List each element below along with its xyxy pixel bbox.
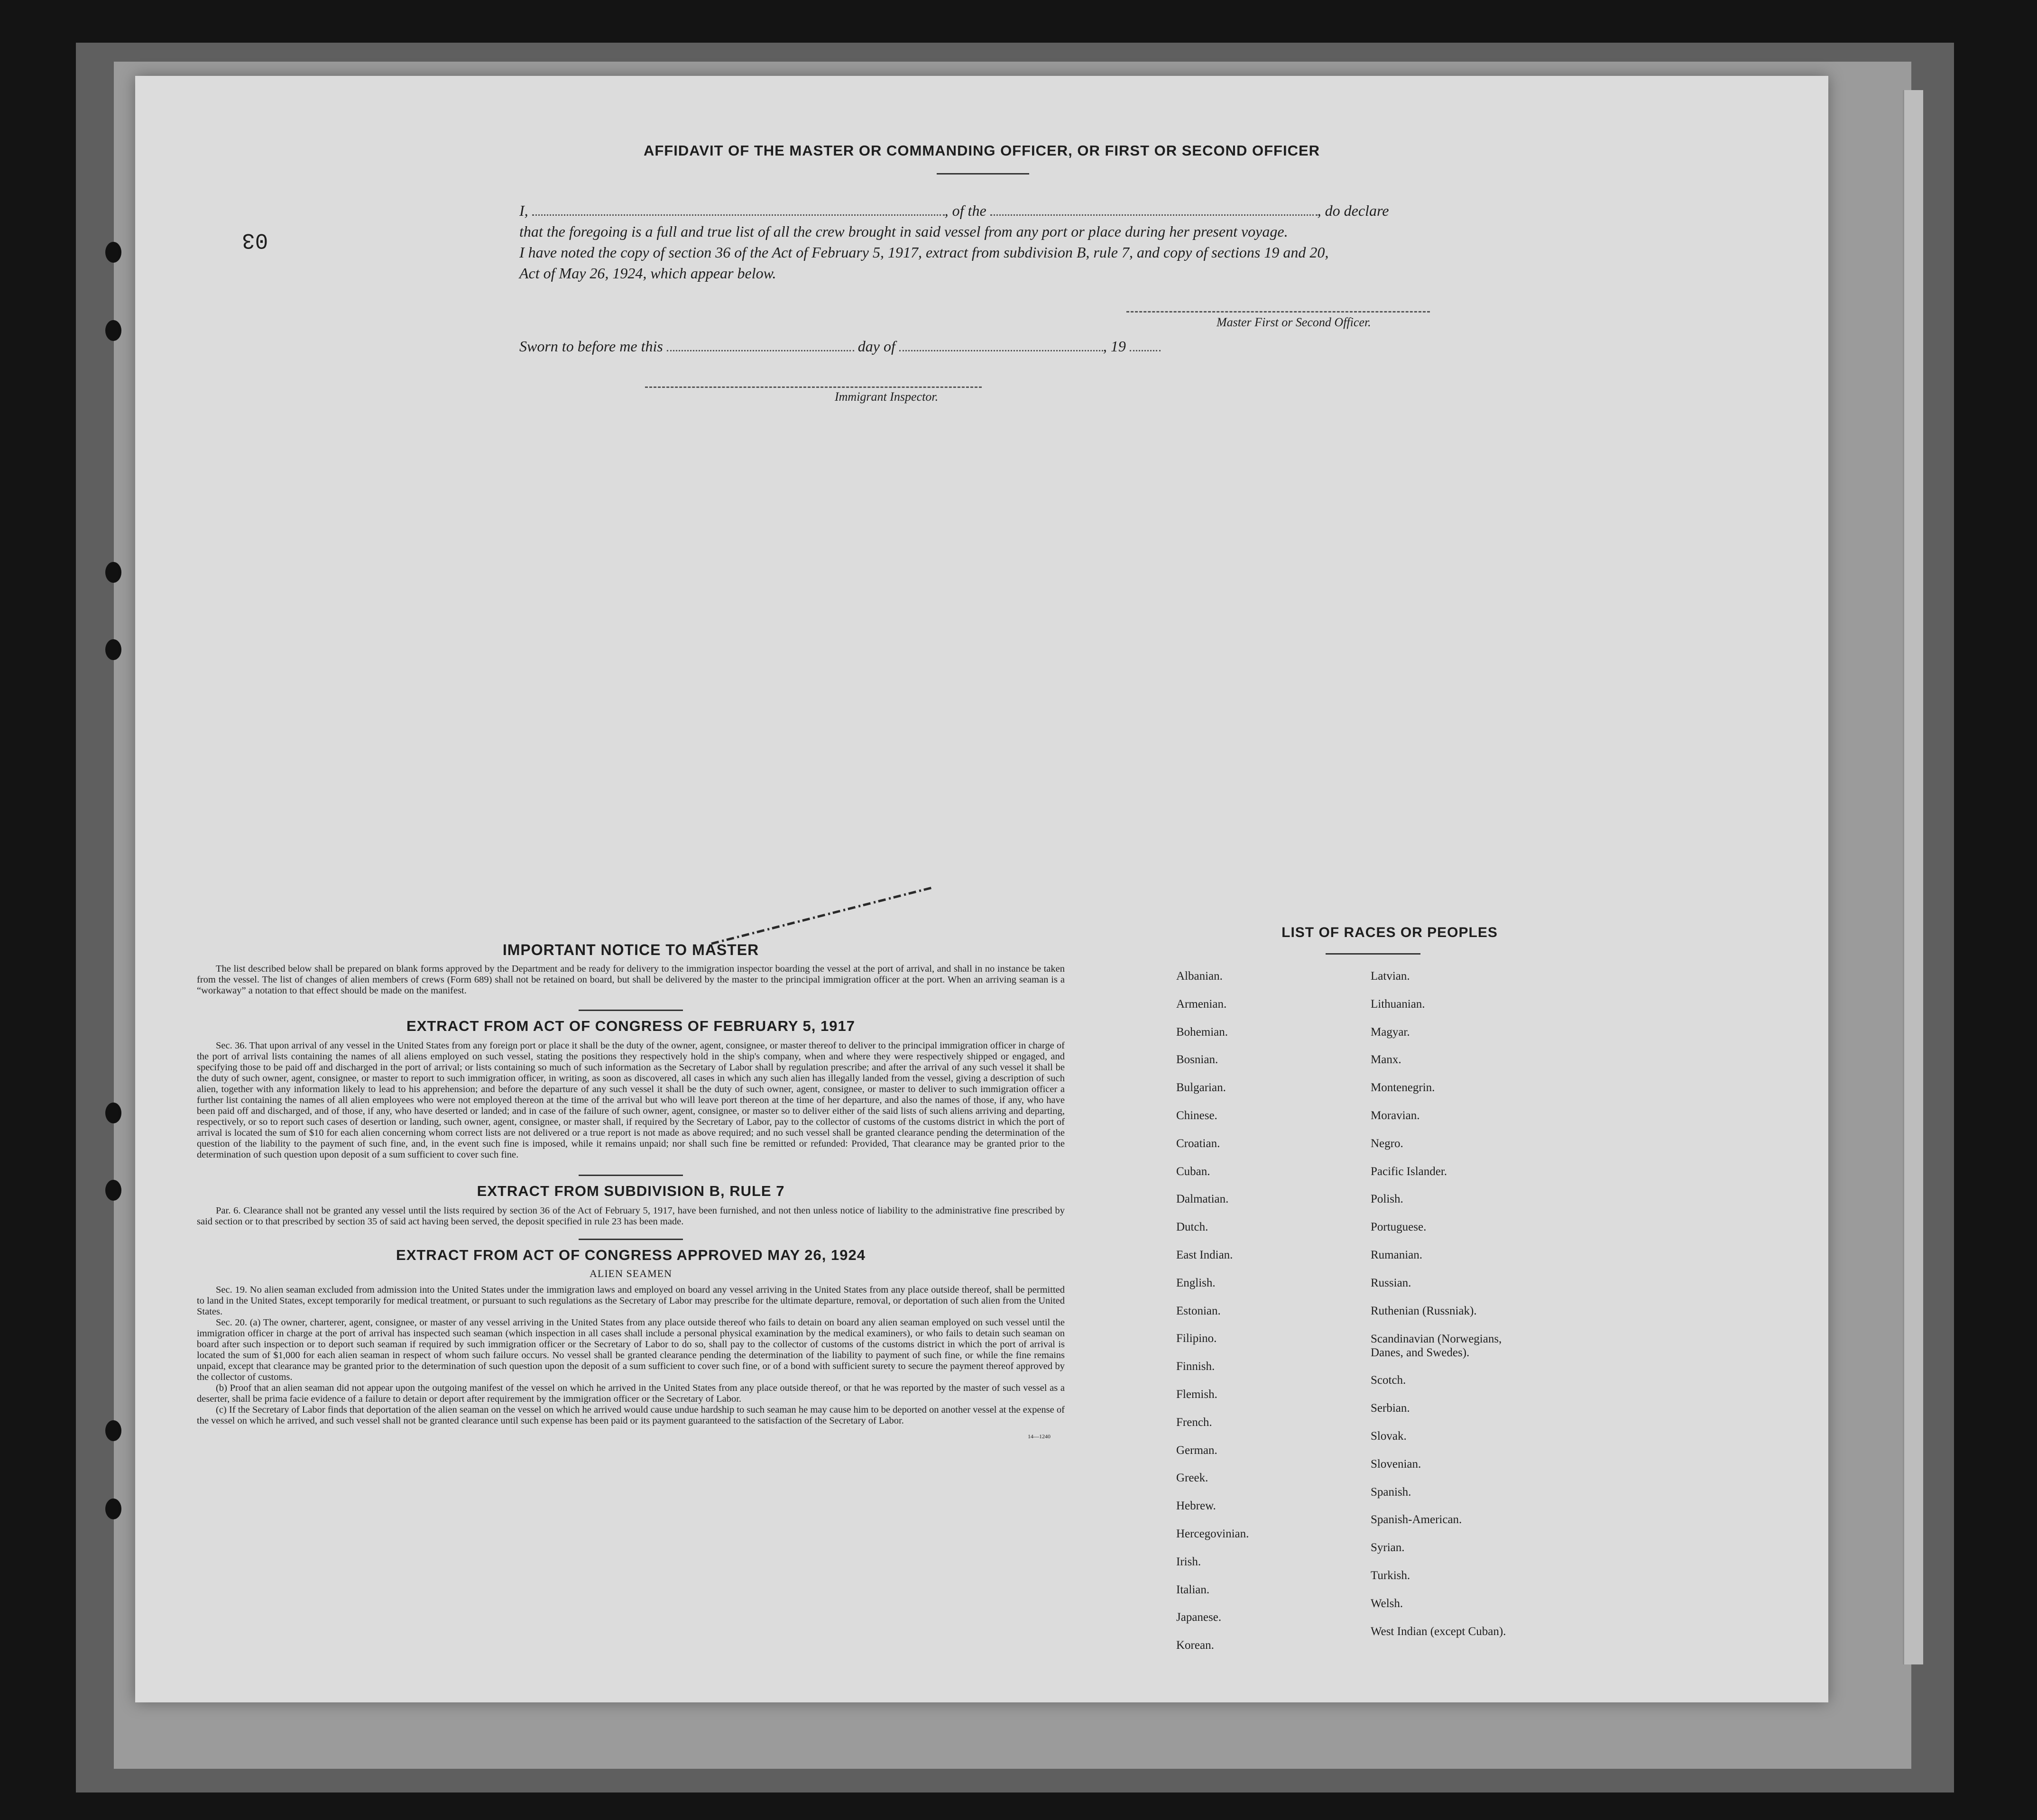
race-item: Italian. (1176, 1583, 1210, 1596)
race-item: Hercegovinian. (1176, 1527, 1249, 1540)
race-item: Magyar. (1371, 1025, 1410, 1039)
race-item: Moravian. (1371, 1109, 1420, 1122)
master-signature-label: Master First or Second Officer. (1217, 315, 1371, 329)
year-prefix: , 19 (1103, 338, 1126, 355)
vessel-name-field[interactable] (990, 202, 1318, 216)
race-item: Dalmatian. (1176, 1193, 1229, 1206)
race-item: Greek. (1176, 1471, 1208, 1485)
extract-1924-title: EXTRACT FROM ACT OF CONGRESS APPROVED MAY 26, 1924 (396, 1247, 866, 1263)
binder-hole-icon (105, 320, 121, 341)
race-item: French. (1176, 1416, 1212, 1429)
race-item: Hebrew. (1176, 1499, 1216, 1513)
sworn-text: Sworn to before me this (519, 338, 663, 355)
pen-stroke (709, 882, 937, 948)
race-item: Dutch. (1176, 1221, 1208, 1234)
race-item: Slovak. (1371, 1429, 1407, 1443)
declaration-line-2: that the foregoing is a full and true list of all the crew brought in said vessel from any port or place during her present voyage. (519, 223, 1288, 240)
sworn-day-field[interactable] (667, 338, 854, 351)
day-of-text: day of (857, 338, 895, 355)
binder-hole-icon (105, 1420, 121, 1441)
title-rule (937, 173, 1029, 175)
section-rule (579, 1175, 683, 1176)
race-item: Albanian. (1176, 970, 1223, 983)
race-item: Portuguese. (1371, 1221, 1427, 1234)
races-title: LIST OF RACES OR PEOPLES (1281, 925, 1498, 940)
race-item: Armenian. (1176, 997, 1227, 1011)
race-item: Scotch. (1371, 1374, 1406, 1387)
rule-7-text: Par. 6. Clearance shall not be granted any vessel until the lists required by section 36 of the Act of February 5, 1917, have been furnished, and not then unless notice of liability to the administrative fine prescribed by said section or to that prescribed by section 35 of said act having been served, the deposit specified in rule 23 has been made. (197, 1205, 1065, 1227)
race-item: Turkish. (1371, 1569, 1410, 1582)
extract-1917-title: EXTRACT FROM ACT OF CONGRESS OF FEBRUARY 5, 1917 (406, 1018, 855, 1034)
sec-20a-text: Sec. 20. (a) The owner, charterer, agent, consignee, or master of any vessel arriving in the United States from any place outside thereof who fails to detain on board any alien seaman employed on such vessel until the immigration officer in charge at the port of arrival has inspected such seaman (which inspection in all cases shall include a personal physical examination by the medical examiners), or who fails to detain such seaman on board after such inspection or to deport such seaman if required by such immigration officer or the Secretary of Labor to do so, shall pay to the collector of customs of the customs district in which the port of arrival is located the sum of $1,000 for each alien seaman in respect of whom such failure occurs. No vessel shall be granted clearance pending the determination of the liability to payment of such fine, or while the fine remains unpaid, except that clearance may be granted prior to the determination of such question upon the deposit of a sum sufficient to cover such fine, or of a bond with sufficient surety to secure the payment thereof approved by the collector of customs. (197, 1317, 1065, 1382)
race-item: Bosnian. (1176, 1053, 1218, 1066)
race-item: Serbian. (1371, 1402, 1410, 1415)
affidavit-title: AFFIDAVIT OF THE MASTER OR COMMANDING OFFICER, OR FIRST OR SECOND OFFICER (643, 142, 1320, 159)
race-item: Korean. (1176, 1639, 1214, 1652)
races-column-2 (1371, 963, 1617, 1645)
do-declare: , do declare (1317, 202, 1389, 219)
race-item: Flemish. (1176, 1388, 1217, 1401)
margin-mark: 03 (242, 228, 268, 252)
race-item: Montenegrin. (1371, 1081, 1435, 1094)
notice-text: The list described below shall be prepared on blank forms approved by the Department and be ready for delivery to the immigration inspector boarding the vessel at the port of arrival, and shall in no instance be taken from the vessel. The list of changes of alien members of crews (Form 689) shall not be retained on board, but shall be delivered by the master to the principal immigration officer at the port. When an arriving seaman is a “workaway” a notation to that effect should be made on the manifest. (197, 964, 1065, 996)
race-item: Manx. (1371, 1053, 1401, 1066)
sec-19-text: Sec. 19. No alien seaman excluded from admission into the United States under the immigration laws and employed on board any vessel arriving in the United States from any place outside thereof, shall be permitted to land in the United States, except temporarily for medical treatment, or pursuant to such regulations as the Secretary of Labor may prescribe for the ultimate departure, removal, or deportation of such alien from the United States. (197, 1285, 1065, 1317)
section-rule (579, 1010, 683, 1011)
declarant-name-field[interactable] (532, 202, 945, 216)
master-signature-field[interactable] (1126, 311, 1430, 313)
race-item: Latvian. (1371, 970, 1410, 983)
binder-hole-icon (105, 1103, 121, 1123)
race-item: Slovenian. (1371, 1457, 1421, 1471)
inspector-signature-field[interactable] (645, 386, 982, 388)
binder-hole-icon (105, 1180, 121, 1201)
race-item: Pacific Islander. (1371, 1165, 1447, 1178)
race-item: Bulgarian. (1176, 1081, 1226, 1094)
race-item: Welsh. (1371, 1597, 1403, 1610)
race-item: German. (1176, 1443, 1217, 1457)
race-item: Rumanian. (1371, 1248, 1423, 1261)
race-item: Negro. (1371, 1137, 1403, 1150)
race-item: Chinese. (1176, 1109, 1217, 1122)
race-item: Filipino. (1176, 1332, 1217, 1345)
sworn-line (519, 336, 1563, 357)
race-item: Bohemian. (1176, 1025, 1228, 1039)
race-item: Irish. (1176, 1555, 1201, 1568)
race-item: English. (1176, 1276, 1216, 1289)
of-the: , of the (944, 202, 986, 219)
rule-7-title: EXTRACT FROM SUBDIVISION B, RULE 7 (477, 1183, 785, 1199)
alien-seamen-subtitle: ALIEN SEAMEN (590, 1268, 672, 1279)
race-item: Syrian. (1371, 1541, 1405, 1554)
race-item: Spanish-American. (1371, 1513, 1462, 1526)
declarant-i: I, (519, 202, 528, 219)
race-item: Cuban. (1176, 1165, 1210, 1178)
declaration-line-3: I have noted the copy of section 36 of the Act of February 5, 1917, extract from subdivision B, rule 7, and copy of sections 19 and 20, (519, 244, 1329, 261)
binder-hole-icon (105, 562, 121, 583)
race-item: Scandinavian (Norwegians, Danes, and Swedes). (1371, 1332, 1502, 1360)
races-column-1 (1176, 963, 1375, 1660)
binder-hole-icon (105, 639, 121, 660)
race-item: Russian. (1371, 1276, 1411, 1289)
section-rule (579, 1239, 683, 1240)
binder-hole-icon (105, 1498, 121, 1519)
form-number: 14—1240 (1028, 1433, 1051, 1440)
sec-20c-text: (c) If the Secretary of Labor finds that deportation of the alien seaman on the vessel on which he arrived would cause undue hardship to such seaman he may cause him to be deported on another vessel at the expense of the vessel on which he arrived, and such vessel shall not be granted clearance until such expense has been paid or its payment guaranteed to the satisfaction of the Secretary of Labor. (197, 1405, 1065, 1426)
race-item: Japanese. (1176, 1611, 1222, 1624)
race-item: Croatian. (1176, 1137, 1220, 1150)
sec-20b-text: (b) Proof that an alien seaman did not appear upon the outgoing manifest of the vessel on which he arrived in the United States from any place outside thereof, or that he was reported by the master of such vessel as a deserter, shall be prima facie evidence of a failure to detain or deport after requirement by the immigration officer or the Secretary of Labor. (197, 1383, 1065, 1404)
page-edge (1903, 90, 1923, 1664)
race-item: Lithuanian. (1371, 997, 1425, 1011)
sworn-month-field[interactable] (899, 338, 1103, 351)
race-item: East Indian. (1176, 1248, 1233, 1261)
declaration-line-1 (519, 200, 1563, 221)
race-item: West Indian (except Cuban). (1371, 1625, 1506, 1638)
notice-title: IMPORTANT NOTICE TO MASTER (502, 941, 759, 958)
notice-section (197, 941, 1065, 1440)
race-item: Ruthenian (Russniak). (1371, 1304, 1477, 1317)
declaration-line-4: Act of May 26, 1924, which appear below. (519, 265, 776, 282)
race-item: Polish. (1371, 1193, 1403, 1206)
inspector-signature-label: Immigrant Inspector. (835, 390, 939, 404)
extract-1917-text: Sec. 36. That upon arrival of any vessel in the United States from any foreign port or place it shall be the duty of the owner, agent, consignee, or master thereof to deliver to the principal immigration officer in charge of the port of arrival lists containing the names of all aliens employed on such vessel, stating the positions they respectively hold in the ship's company, when and where they were respectively shipped or engaged, and specifying those to be paid off and discharged in the port of arrival; or lists containing so much of such information as the Secretary of Labor shall by regulation prescribe; and after the arrival of any such vessel it shall be the duty of such owner, agent, consignee, or master to report to such immigration officer, in writing, as soon as discovered, all cases in which any such alien has illegally landed from the vessel, giving a description of such alien, together with any information likely to lead to his apprehension; and before the departure of any such vessel it shall be the duty of such owner, agent, consignee, or master to deliver to such immigration officer a further list containing the names of all alien employees who were not employed thereon at the time of the arrival but who will leave port thereon at the time of her departure, and also the names of those, if any, who have been paid off and discharged, and of those, if any, who have deserted or landed; and in case of the failure of such owner, agent, consignee, or master so to deliver either of the said lists of such aliens arriving and departing, respectively, or so to report such cases of desertion or landing, such owner, agent, consignee, or master shall, if required by the Secretary of Labor, pay to the collector of customs of the customs district in which the port of arrival is located the sum of $10 for each alien concerning whom correct lists are not delivered or a true report is not made as above required; and no such vessel shall be granted clearance pending the determination of the question of the liability to the payment of such fine, and, in the event such fine is imposed, while it remains unpaid; nor shall such fine be remitted or refunded: Provided, That clearance may be granted prior to the determination of such question upon deposit of a sum sufficient to cover such fine. (197, 1040, 1065, 1160)
race-item: Estonian. (1176, 1304, 1221, 1317)
races-title-rule (1326, 953, 1420, 955)
race-item: Finnish. (1176, 1360, 1215, 1373)
sworn-year-field[interactable] (1130, 338, 1161, 351)
affidavit-page (135, 76, 1828, 1702)
race-item: Spanish. (1371, 1485, 1411, 1498)
binder-hole-icon (105, 242, 121, 263)
